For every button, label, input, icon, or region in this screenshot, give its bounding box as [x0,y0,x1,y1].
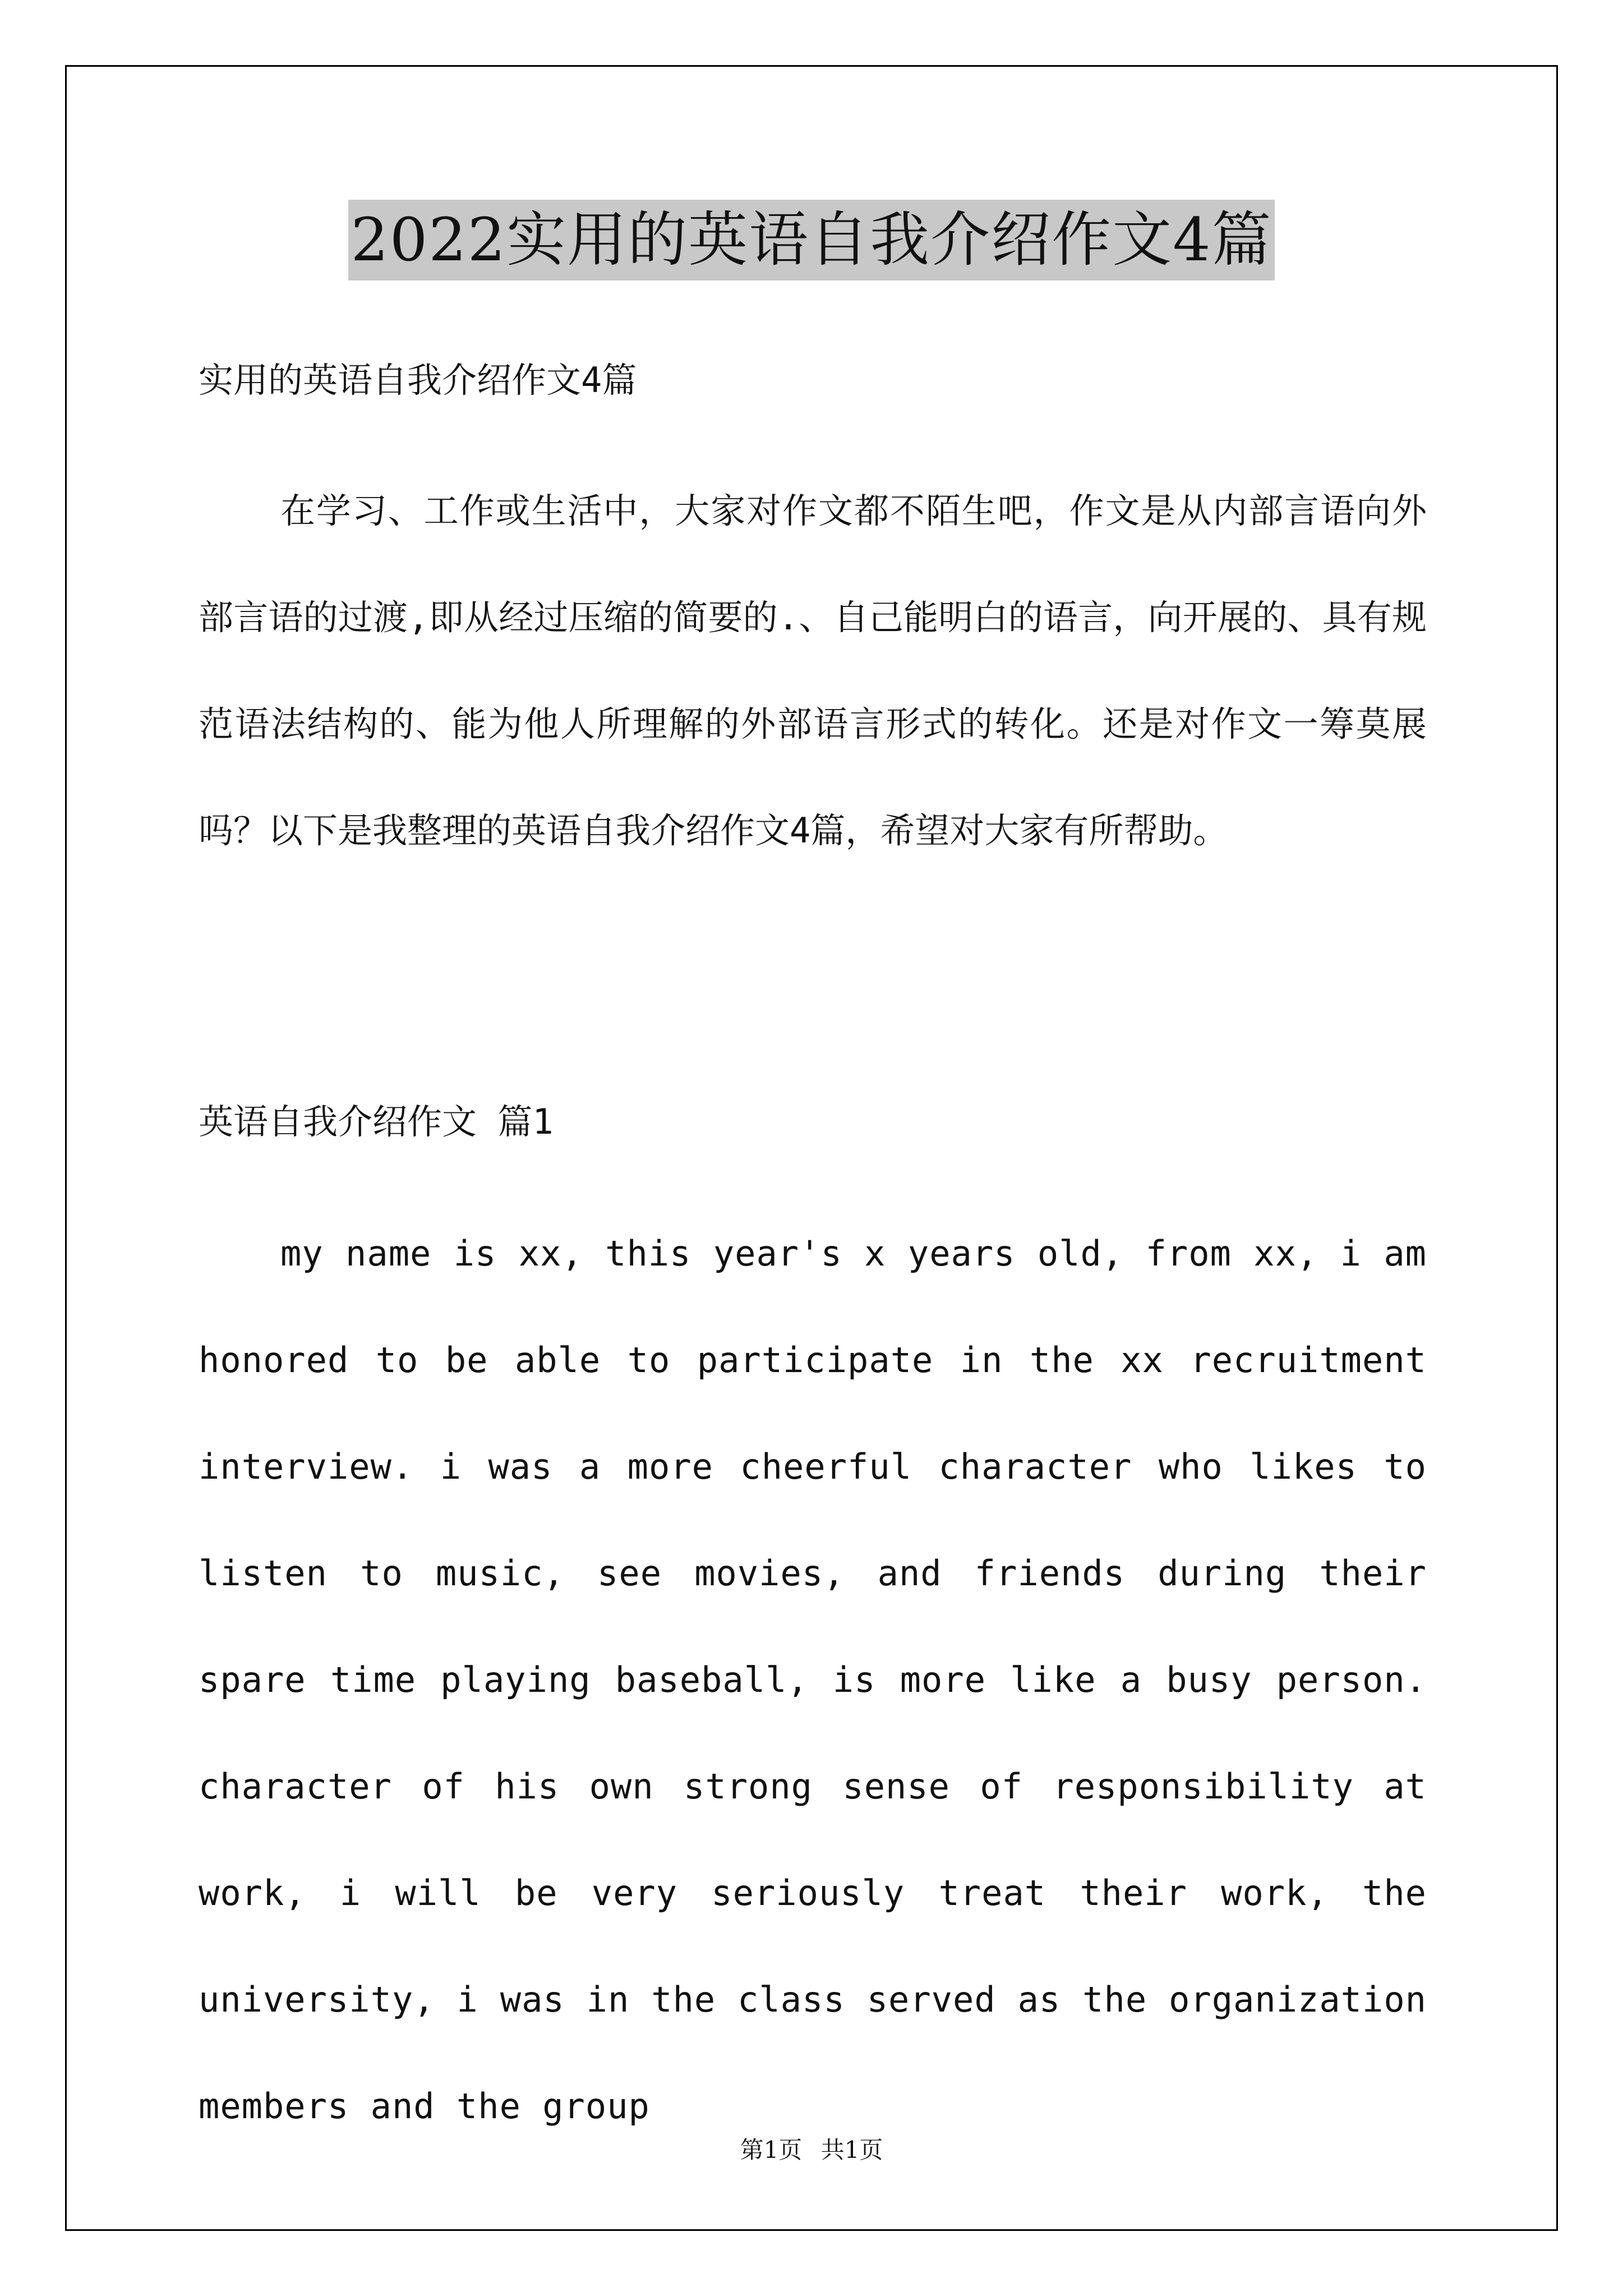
page-number: 第1页 [740,2136,803,2164]
essay-paragraph: my name is xx, this year's x years old, from xx, i am honored to be able to participate in the xx recruitment interview. i was a more cheerful character who likes to listen to music, see movies, and friends during their spare time playing baseball, is more like a busy person. character of his own strong sense of responsibility at work, i will be very seriously treat their work, the university, i was in the class served as the organization members and the group [199,1233,1427,2127]
page-footer [0,2132,1623,2165]
section-heading: 英语自我介绍作文 篇1 [199,1101,554,1142]
title-container [0,200,1623,280]
document-subtitle: 实用的英语自我介绍作文4篇 [199,360,637,401]
intro-paragraph: 在学习、工作或生活中，大家对作文都不陌生吧，作文是从内部言语向外部言语的过渡,即从经过压缩的简要的.、自己能明白的语言，向开展的、具有规范语法结构的、能为他人所理解的外部语言形式的转化。还是对作文一筹莫展吗？以下是我整理的英语自我介绍作文4篇，希望对大家有所帮助。 [199,490,1427,851]
document-title: 2022实用的英语自我介绍作文4篇 [348,200,1274,280]
page-total: 共1页 [820,2136,883,2164]
